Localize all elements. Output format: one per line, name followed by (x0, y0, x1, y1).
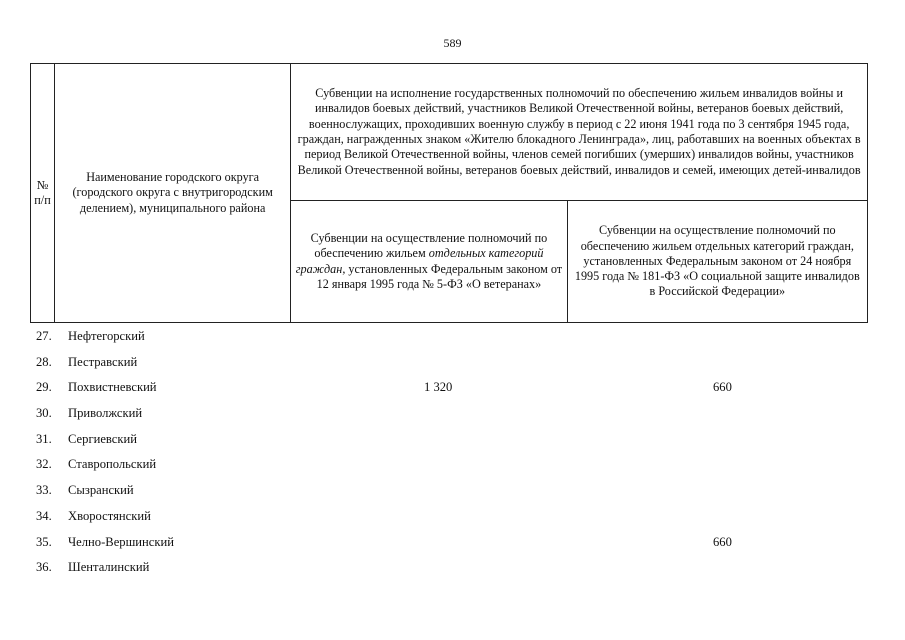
header-name-cell (55, 64, 291, 323)
table-row (30, 429, 868, 455)
row-name: Похвистневский (68, 380, 157, 395)
row-number: 31. (36, 431, 52, 446)
row-name: Шенталинский (68, 560, 150, 575)
row-number: 27. (36, 329, 52, 343)
page-number: 589 (443, 36, 462, 50)
row-name: Пестравский (68, 354, 138, 369)
header-col-a-line1: Субвенции на осуществление полномочий по обеспечению жильем (310, 230, 548, 261)
header-number-cell (31, 64, 55, 323)
row-name: Челно-Вершинский (68, 534, 174, 549)
table-row (30, 403, 868, 429)
header-name-label: Наименование городского округа (городского округа с внутригородским делением), муниципального района (72, 170, 273, 215)
row-number: 29. (36, 380, 52, 395)
table-body (30, 326, 868, 583)
table-row (30, 557, 868, 583)
table-row (30, 480, 868, 506)
table-row (30, 352, 868, 378)
row-value-b: 660 (713, 534, 732, 549)
table-row (30, 454, 868, 480)
row-number: 34. (36, 508, 52, 523)
row-value-b: 660 (713, 380, 732, 395)
row-value-a: 1 320 (424, 380, 453, 395)
table-row (30, 377, 868, 403)
row-name: Сергиевский (68, 431, 137, 446)
row-number: 30. (36, 406, 52, 421)
row-name: Ставропольский (68, 457, 157, 472)
row-number: 35. (36, 534, 52, 549)
header-col-b-label: Субвенции на осуществление полномочий по обеспечению жильем отдельных категорий граждан, установленных Федеральным законом от 24 ноября 1995 года № 181-ФЗ «О социальной защите инвалидов в Российской Федерации» (574, 223, 860, 299)
table-header (30, 63, 868, 323)
row-number: 32. (36, 457, 52, 472)
header-col-a-line3: установленных Федеральным законом от 12 января 1995 года № 5-ФЗ «О ветеранах» (316, 261, 563, 291)
header-group-label: Субвенции на исполнение государственных полномочий по обеспечению жильем инвалидов войны и инвалидов боевых действий, участников Великой Отечественной войны, ветеранов боевых действий, военнослужащих, проходивших военную службу в период с 22 июня 1941 года по 3 сентября 1945 года, граждан, награжденных знаком «Жителю блокадного Ленинграда», лиц, работавших на военных объектах в период Великой Отечественной войны, членов семей погибших (умерших) инвалидов войны, участников Великой Отечественной войны, ветеранов боевых действий, инвалидов и семей, имеющих детей-инвалидов (297, 86, 861, 177)
table-row (30, 532, 868, 558)
row-number: 36. (36, 560, 52, 575)
header-group-cell (291, 64, 868, 201)
header-number-line2: п/п (34, 193, 51, 207)
row-name: Нефтегорский (68, 329, 145, 343)
row-name: Сызранский (68, 483, 134, 498)
row-name: Приволжский (68, 406, 143, 421)
row-number: 28. (36, 354, 52, 369)
row-number: 33. (36, 483, 52, 498)
table-row (30, 506, 868, 532)
header-number-line1: № (36, 177, 49, 192)
header-col-a-cell (291, 201, 567, 323)
header-col-b-cell (567, 201, 867, 323)
row-name: Хворостянский (68, 508, 151, 523)
header-col-a-line2: отдельных категорий граждан, (295, 246, 544, 276)
table-row (30, 326, 868, 352)
